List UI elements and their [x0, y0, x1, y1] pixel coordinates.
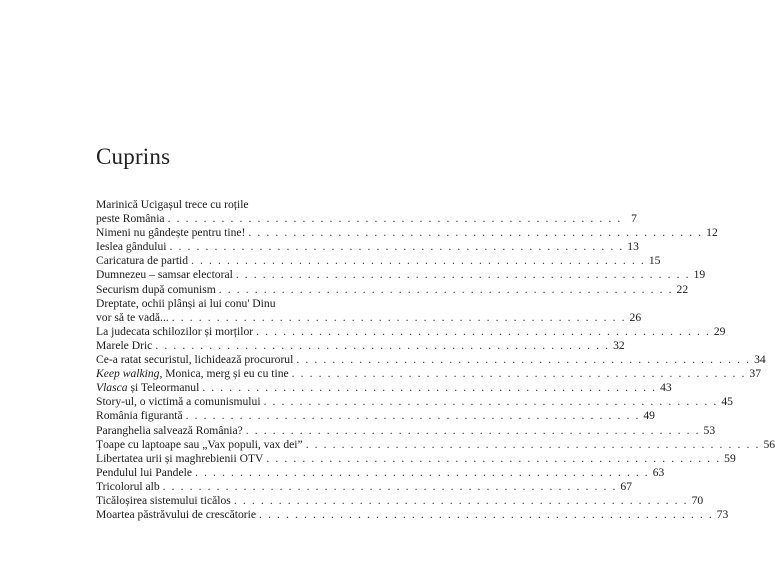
- toc-page-number: 32: [613, 338, 625, 352]
- toc-entry-title-text: Moartea păstrăvului de crescătorie: [96, 508, 256, 522]
- toc-page-number: 12: [706, 226, 718, 240]
- toc-entry-line: [96, 465, 665, 480]
- dot-leader: . . . . . . . . . . . . . . . . . . . . . . . . . . . . . . . . . . . . . . . . . . . . . . . . . . .: [171, 310, 627, 324]
- table-of-contents: [96, 198, 775, 522]
- toc-page-number: 22: [676, 282, 689, 296]
- toc-entry-title-text: Marele Dric: [96, 338, 153, 352]
- toc-entry-title-text: Ticăloșirea sistemului ticălos: [96, 493, 231, 507]
- toc-entry: [96, 268, 706, 282]
- toc-entry-line: [96, 479, 633, 494]
- toc-entry-title-text: La judecata schilozilor și morților: [96, 324, 254, 338]
- toc-entry-line: [96, 324, 726, 339]
- toc-page-number: 43: [660, 381, 672, 395]
- toc-entry-title: [96, 268, 233, 282]
- dot-leader: . . . . . . . . . . . . . . . . . . . . . . . . . . . . . . . . . . . . . . . . . . . . . . . . . . .: [162, 479, 618, 493]
- dot-leader: . . . . . . . . . . . . . . . . . . . . . . . . . . . . . . . . . . . . . . . . . . . . . . . . . . .: [202, 381, 657, 395]
- dot-leader: . . . . . . . . . . . . . . . . . . . . . . . . . . . . . . . . . . . . . . . . . . . . . . . . . . .: [256, 324, 711, 338]
- toc-entry-title-text: Ieslea gândului: [96, 240, 167, 254]
- toc-entry: [96, 282, 689, 297]
- toc-entry-title: [96, 381, 199, 395]
- toc-entry-title-text: Securism după comunism: [96, 282, 216, 296]
- toc-entry: [96, 198, 637, 226]
- dot-leader: . . . . . . . . . . . . . . . . . . . . . . . . . . . . . . . . . . . . . . . . . . . . . . . . . . .: [296, 353, 751, 367]
- toc-page-number: 29: [713, 324, 726, 338]
- dot-leader: . . . . . . . . . . . . . . . . . . . . . . . . . . . . . . . . . . . . . . . . . . . . . . . . . . .: [235, 268, 691, 282]
- dot-leader: . . . . . . . . . . . . . . . . . . . . . . . . . . . . . . . . . . . . . . . . . . . . . . . . . . .: [305, 437, 761, 451]
- toc-entry-line: [96, 451, 736, 466]
- dot-leader: . . . . . . . . . . . . . . . . . . . . . . . . . . . . . . . . . . . . . . . . . . . . . . . . . . .: [263, 395, 718, 409]
- toc-entry-title-text: Pendulul lui Pandele: [96, 465, 192, 479]
- toc-page-number: 37: [749, 367, 761, 381]
- toc-page-number: 45: [721, 395, 733, 409]
- toc-entry-title-line: Marinică Ucigașul trece cu roțile: [96, 198, 249, 211]
- dot-leader: . . . . . . . . . . . . . . . . . . . . . . . . . . . . . . . . . . . . . . . . . . . . . . . . . . .: [169, 240, 624, 254]
- toc-entry-title-text: Ce-a ratat securistul, lichidează procurorul: [96, 353, 294, 367]
- dot-leader: . . . . . . . . . . . . . . . . . . . . . . . . . . . . . . . . . . . . . . . . . . . . . . . . . . .: [258, 508, 714, 522]
- toc-page-number: 67: [620, 479, 633, 493]
- toc-entry-title-text: Libertatea urii și maghrebienii OTV: [96, 451, 264, 465]
- toc-entry-line: [96, 282, 689, 297]
- toc-entry-line: [96, 381, 672, 395]
- toc-entry-title-text: , Monica, merg și eu cu tine: [159, 367, 289, 381]
- toc-entry-line: [96, 409, 655, 423]
- toc-entry-line: [96, 338, 625, 353]
- toc-page-number: 15: [648, 254, 661, 268]
- toc-entry: [96, 493, 704, 508]
- toc-entry-line: [96, 212, 637, 226]
- toc-entry: [96, 437, 775, 452]
- toc-entry: [96, 254, 661, 268]
- toc-entry-title: [96, 480, 160, 494]
- toc-entry: [96, 381, 672, 395]
- toc-entry: [96, 367, 761, 381]
- dot-leader: . . . . . . . . . . . . . . . . . . . . . . . . . . . . . . . . . . . . . . . . . . . . . . . . . . .: [185, 409, 640, 423]
- dot-leader: . . . . . . . . . . . . . . . . . . . . . . . . . . . . . . . . . . . . . . . . . . . . . . . . . . .: [167, 212, 622, 226]
- toc-entry-title: [96, 508, 256, 522]
- toc-entry-title: [96, 339, 152, 353]
- toc-entry-line: [96, 353, 766, 367]
- toc-entry: [96, 353, 766, 367]
- toc-entry-title-text: peste România: [96, 212, 165, 226]
- toc-page-number: 34: [754, 353, 766, 367]
- dot-leader: . . . . . . . . . . . . . . . . . . . . . . . . . . . . . . . . . . . . . . . . . . . . . . . . . . .: [291, 367, 746, 381]
- toc-page-number: 19: [693, 268, 706, 282]
- toc-entry-line: [96, 310, 642, 325]
- toc-entry-title: [96, 325, 253, 339]
- toc-page-number: 13: [627, 240, 639, 254]
- toc-entry-line: [96, 240, 639, 254]
- toc-entry-title: [96, 283, 216, 297]
- toc-entry-title: [96, 438, 303, 452]
- dot-leader: . . . . . . . . . . . . . . . . . . . . . . . . . . . . . . . . . . . . . . . . . . . . . . . . . . .: [266, 451, 721, 465]
- toc-page-number: 26: [629, 310, 642, 324]
- toc-entry-line: [96, 493, 704, 508]
- toc-entry: [96, 240, 639, 254]
- toc-entry-title: [96, 212, 165, 226]
- toc-entry-line: [96, 423, 716, 438]
- toc-entry-line: [96, 367, 761, 381]
- toc-entry-line: [96, 395, 733, 409]
- dot-leader: . . . . . . . . . . . . . . . . . . . . . . . . . . . . . . . . . . . . . . . . . . . . . . . . . . .: [191, 254, 646, 268]
- toc-entry-title: [96, 409, 183, 423]
- toc-page-number: 53: [703, 423, 716, 437]
- toc-entry-title-italic: Keep walking: [96, 367, 160, 381]
- toc-entry-title-text: Dumnezeu – samsar electoral: [96, 268, 233, 282]
- toc-entry: [96, 479, 633, 494]
- toc-entry-line: [96, 268, 706, 282]
- toc-entry-title-text: Țoape cu laptoape sau „Vax populi, vax dei”: [96, 437, 303, 451]
- toc-entry: [96, 451, 736, 466]
- toc-entry-title-text: Tricolorul alb: [96, 479, 160, 493]
- toc-entry-title-text: vor să te vadă...: [96, 310, 169, 324]
- toc-entry: [96, 465, 665, 480]
- toc-page-number: 56: [763, 437, 775, 451]
- toc-entry-title-text: Paranghelia salvează România?: [96, 423, 243, 437]
- toc-entry: [96, 296, 642, 325]
- toc-page-number: 59: [724, 451, 736, 465]
- dot-leader: . . . . . . . . . . . . . . . . . . . . . . . . . . . . . . . . . . . . . . . . . . . . . . . . . . .: [233, 493, 689, 507]
- toc-entry-title: [96, 367, 289, 381]
- toc-entry-title: [96, 353, 293, 367]
- toc-entry-title-line: Dreptate, ochii plânși ai lui conu' Dinu: [96, 296, 276, 310]
- toc-entry: [96, 324, 726, 339]
- dot-leader: . . . . . . . . . . . . . . . . . . . . . . . . . . . . . . . . . . . . . . . . . . . . . . . . . . .: [245, 423, 701, 437]
- toc-entry-title-italic: Vlasca: [96, 381, 128, 395]
- toc-entry-title-text: Story-ul, o victimă a comunismului: [96, 395, 261, 409]
- toc-entry-title: [96, 424, 243, 438]
- toc-entry: [96, 423, 716, 438]
- toc-page-number: 70: [691, 493, 704, 507]
- toc-entry-line: [96, 437, 775, 452]
- toc-entry: [96, 395, 733, 409]
- toc-entry-title: [96, 494, 231, 508]
- toc-page-number: 7: [631, 212, 637, 226]
- toc-entry-title-text: Caricatura de partid: [96, 254, 189, 268]
- toc-page-number: 73: [716, 508, 729, 522]
- toc-entry-title: [96, 466, 192, 480]
- toc-entry-title: [96, 452, 263, 466]
- toc-entry-title-text: România figurantă: [96, 409, 183, 423]
- toc-entry: [96, 226, 718, 240]
- page-title: Cuprins: [96, 144, 171, 169]
- toc-entry-line: [96, 254, 661, 268]
- toc-entry-title: [96, 311, 169, 325]
- toc-entry-title: [96, 254, 188, 268]
- dot-leader: . . . . . . . . . . . . . . . . . . . . . . . . . . . . . . . . . . . . . . . . . . . . . . . . . . .: [248, 226, 703, 240]
- toc-page-number: 49: [643, 409, 655, 423]
- dot-leader: . . . . . . . . . . . . . . . . . . . . . . . . . . . . . . . . . . . . . . . . . . . . . . . . . . .: [194, 465, 650, 479]
- dot-leader: . . . . . . . . . . . . . . . . . . . . . . . . . . . . . . . . . . . . . . . . . . . . . . . . . . .: [155, 338, 610, 352]
- toc-entry-title: [96, 240, 167, 254]
- toc-entry: [96, 508, 729, 522]
- toc-entry-line: [96, 508, 729, 522]
- toc-entry: [96, 338, 625, 353]
- toc-entry-line: [96, 226, 718, 240]
- toc-entry: [96, 409, 655, 423]
- toc-entry-title: [96, 226, 245, 240]
- toc-page-number: 63: [652, 465, 665, 479]
- toc-entry-title: [96, 395, 261, 409]
- toc-entry-title-text: și Teleormanul: [127, 381, 200, 395]
- dot-leader: . . . . . . . . . . . . . . . . . . . . . . . . . . . . . . . . . . . . . . . . . . . . . . . . . . .: [218, 282, 674, 296]
- toc-entry-title-text: Nimeni nu gândește pentru tine!: [96, 226, 246, 240]
